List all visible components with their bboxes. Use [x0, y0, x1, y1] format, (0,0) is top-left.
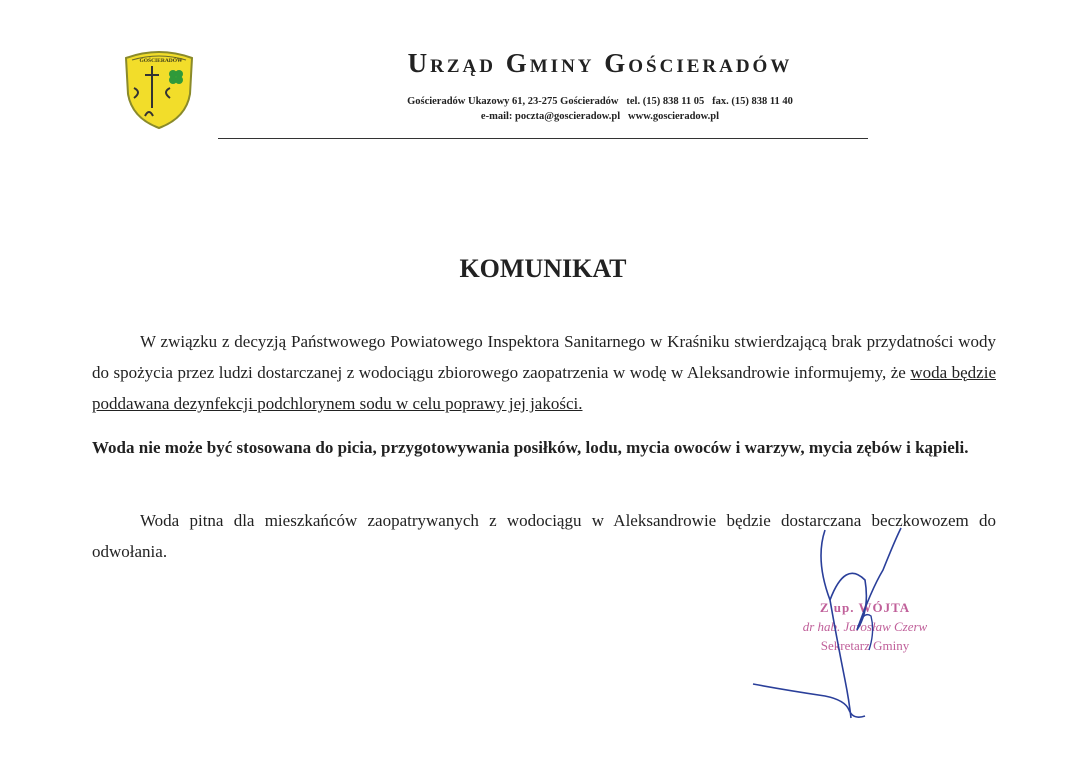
municipal-crest-logo: [120, 48, 198, 130]
svg-text:GOŚCIERADÓW: GOŚCIERADÓW: [139, 58, 183, 64]
paragraph-decision-text: W związku z decyzją Państwowego Powiatowego Inspektora Sanitarnego w Kraśniku stwierdzającą brak przydatności wody do spożycia przez ludzi dostarczanej z wodociągu zbiorowego zaopatrzenia w wodę w Aleksandrowie informujemy, że: [92, 332, 996, 382]
email[interactable]: e-mail: poczta@goscieradow.pl: [480, 111, 621, 122]
paragraph-decision-underlined: woda będzie poddawana dezynfekcji podchlorynem sodu w celu poprawy jej jakości.: [92, 363, 996, 413]
handwritten-signature: [745, 520, 965, 730]
paragraph-decision: [92, 326, 996, 419]
stamp-line-1: Z up. WÓJTA: [819, 600, 911, 615]
website[interactable]: www.goscieradow.pl: [628, 111, 720, 122]
organization-name: Urząd Gminy Gościeradów: [407, 48, 793, 78]
contact-line-address-phone: [300, 96, 900, 107]
phone: tel. (15) 838 11 05: [626, 96, 705, 107]
stamp-line-3: Sekretarz Gminy: [820, 638, 910, 653]
paragraph-drinking-water-text: Woda pitna dla mieszkańców zaopatrywanych z wodociągu w Aleksandrowie będzie dostarczana beczkowozem do odwołania.: [92, 511, 996, 561]
stamp-line-2: dr hab. Jarosław Czerw: [802, 619, 928, 634]
document-title: KOMUNIKAT: [459, 254, 627, 283]
contact-line-email-web: [300, 111, 900, 122]
address: Gościeradów Ukazowy 61, 23-275 Gościeradów: [407, 96, 619, 107]
fax: fax. (15) 838 11 40: [712, 96, 793, 107]
paragraph-warning: Woda nie może być stosowana do picia, przygotowywania posiłków, lodu, mycia owoców i warzyw, mycia zębów i kąpieli.: [92, 438, 969, 457]
header-divider: [218, 138, 868, 139]
